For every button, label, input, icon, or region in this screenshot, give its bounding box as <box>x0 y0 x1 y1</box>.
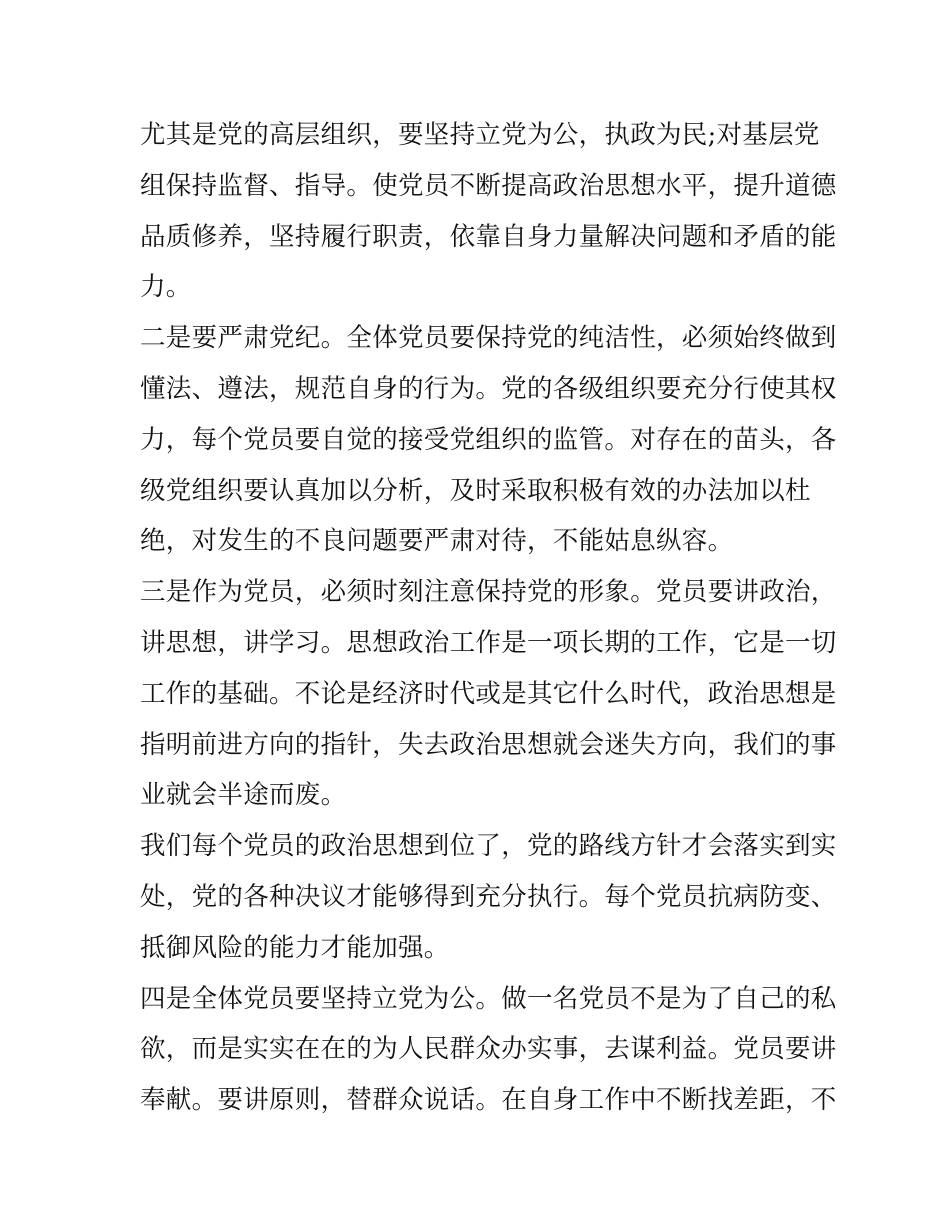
text-line: 品质修养，坚持履行职责，依靠自身力量解决问题和矛盾的能 <box>140 221 837 252</box>
text-line: 懂法、遵法，规范自身的行为。党的各级组织要充分行使其权 <box>140 373 837 404</box>
text-line: 绝，对发生的不良问题要严肃对待，不能姑息纵容。 <box>140 526 734 557</box>
text-line: 组保持监督、指导。使党员不断提高政治思想水平，提升道德 <box>140 170 837 201</box>
text-line: 工作的基础。不论是经济时代或是其它什么时代，政治思想是 <box>140 678 837 709</box>
text-line: 力。 <box>140 272 192 303</box>
text-line: 级党组织要认真加以分析，及时采取积极有效的办法加以杜 <box>140 475 811 506</box>
text-line: 欲，而是实实在在的为人民群众办实事，去谋利益。党员要讲 <box>140 1034 837 1065</box>
text-line: 我们每个党员的政治思想到位了，党的路线方针才会落实到实 <box>140 831 837 862</box>
text-line: 业就会半途而废。 <box>140 780 347 811</box>
text-line: 四是全体党员要坚持立党为公。做一名党员不是为了自己的私 <box>140 983 837 1014</box>
text-line: 奉献。要讲原则，替群众说话。在自身工作中不断找差距，不 <box>140 1085 837 1116</box>
text-line: 抵御风险的能力才能加强。 <box>140 932 450 963</box>
text-line: 二是要严肃党纪。全体党员要保持党的纯洁性，必须始终做到 <box>140 323 837 354</box>
text-line: 讲思想，讲学习。思想政治工作是一项长期的工作，它是一切 <box>140 627 837 658</box>
text-line: 力，每个党员要自觉的接受党组织的监管。对存在的苗头，各 <box>140 424 837 455</box>
text-line: 三是作为党员，必须时刻注意保持党的形象。党员要讲政治， <box>140 577 837 608</box>
document-body <box>140 110 837 1126</box>
text-line: 处，党的各种决议才能够得到充分执行。每个党员抗病防变、 <box>140 881 837 912</box>
text-line: 指明前进方向的指针，失去政治思想就会迷失方向，我们的事 <box>140 729 837 760</box>
text-line: 尤其是党的高层组织，要坚持立党为公，执政为民;对基层党 <box>140 120 820 150</box>
